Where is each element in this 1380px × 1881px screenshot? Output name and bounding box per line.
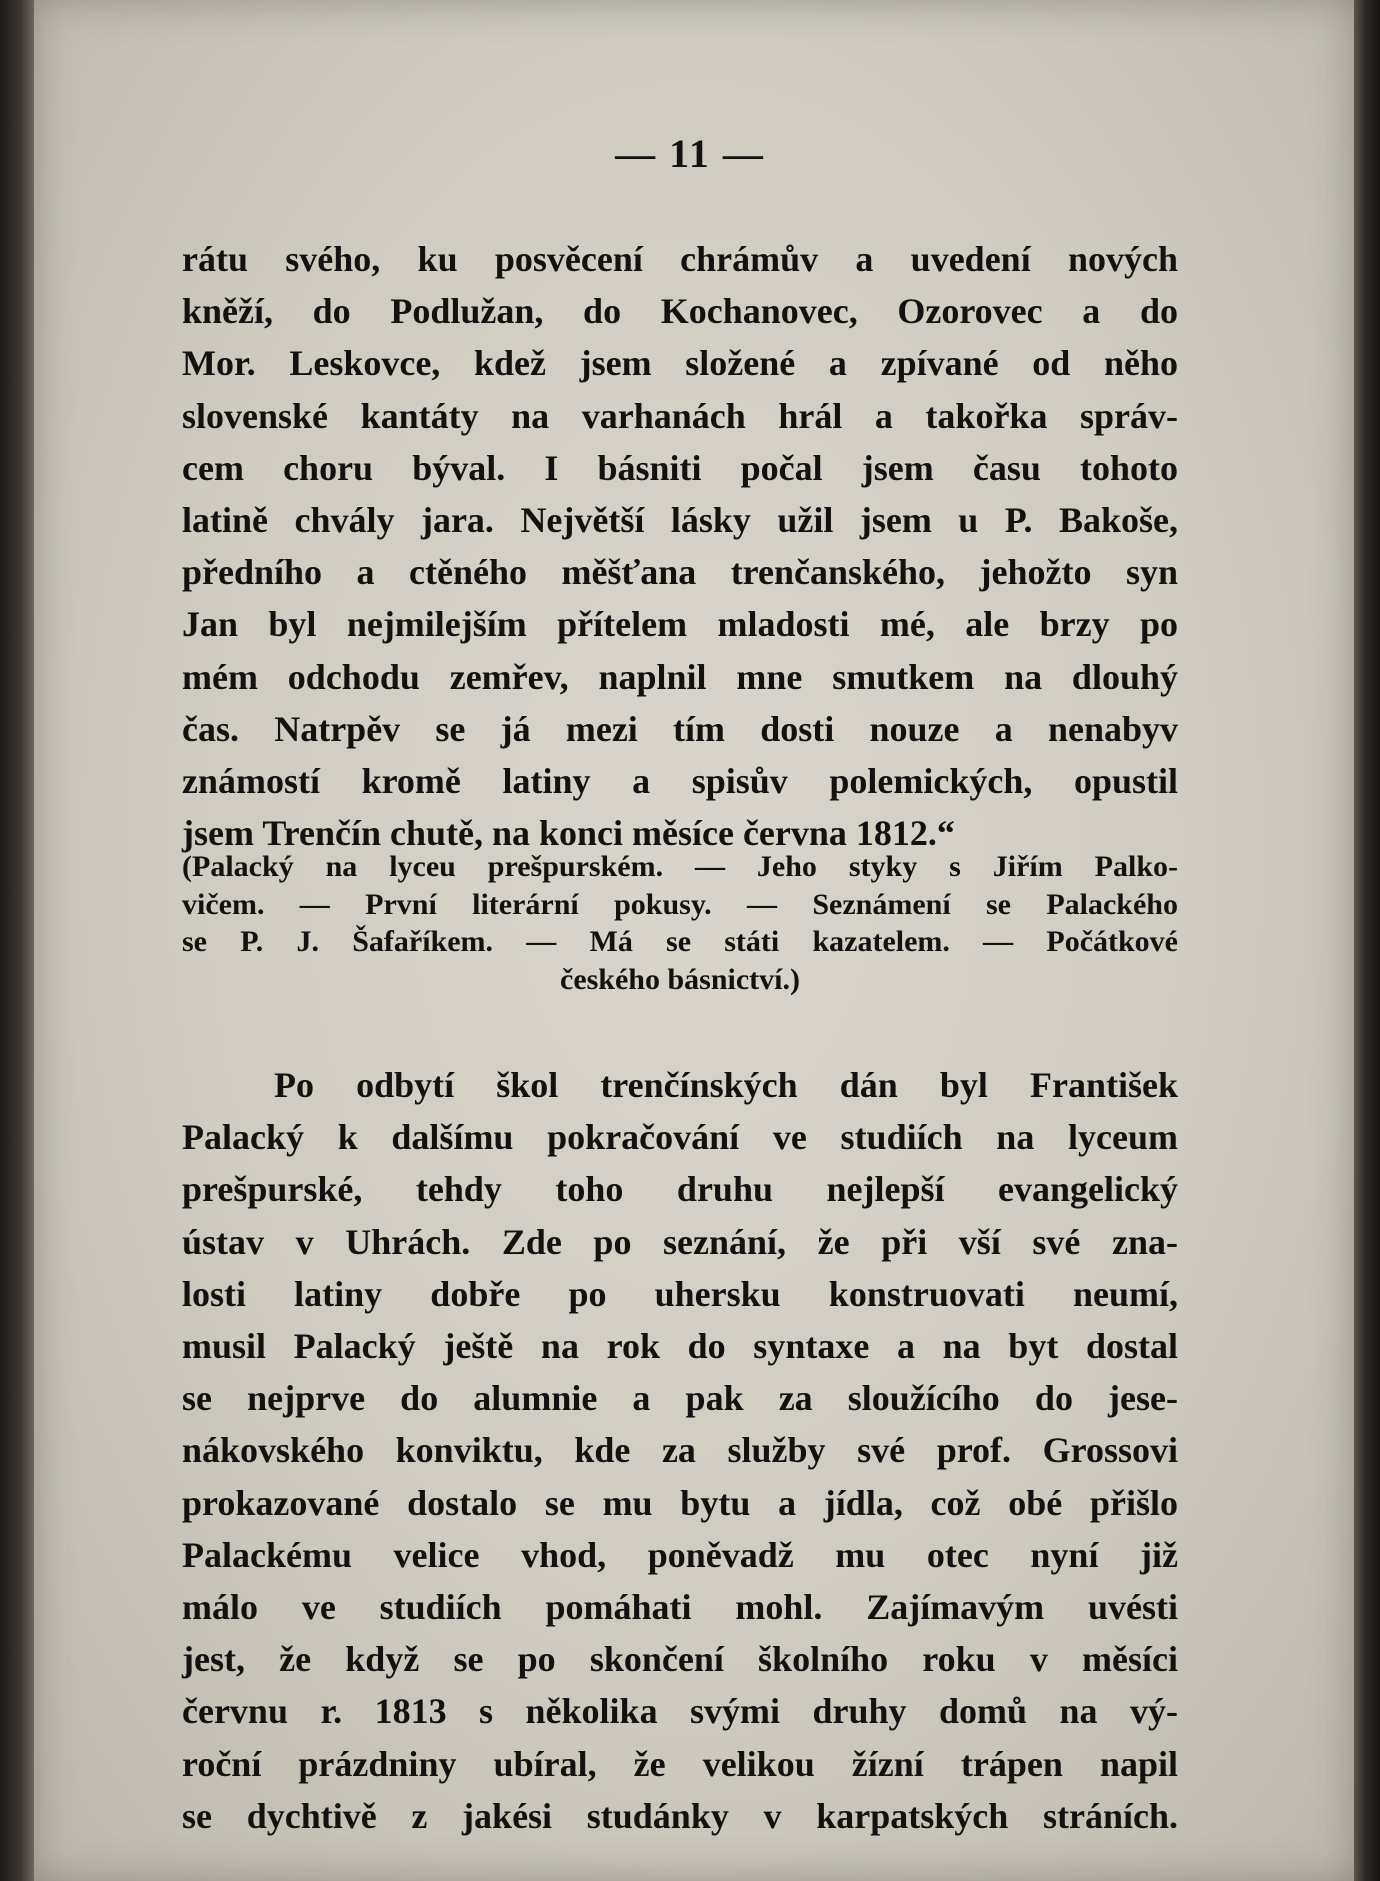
text-line: jest, že když se po skončení školního roku v měsíci [182,1639,1178,1680]
text-line: ústav v Uhrách. Zde po seznání, že při vší své zna- [182,1221,1178,1262]
text-line: losti latiny dobře po uhersku konstruovati neumí, [182,1273,1178,1314]
summary-line: českého básnictví.) [560,962,800,996]
text-line: Palackému velice vhod, poněvadž mu otec nyní již [182,1534,1178,1575]
text-line: se dychtivě z jakési studánky v karpatských stráních. [182,1795,1178,1836]
text-line: málo ve studiích pomáhati mohl. Zajímavým uvésti [182,1587,1178,1628]
text-line: cem choru býval. I básniti počal jsem času tohoto [182,447,1178,488]
text-line: Palacký k dalšímu pokračování ve studiích na lyceum [182,1117,1178,1158]
text-line: rátu svého, ku posvěcení chrámův a uvedení nových [182,239,1178,279]
text-line: latině chvály jara. Největší lásky užil jsem u P. Bakoše, [182,500,1178,541]
text-line: jsem Trenčín chutě, na konci měsíce června 1812.“ [182,813,955,854]
chapter-summary [182,848,1178,998]
text-line: roční prázdniny ubíral, že velikou žízní trápen napil [182,1743,1178,1784]
summary-line: se P. J. Šafaříkem. — Má se státi kazatelem. — Počátkové [182,925,1178,958]
text-line: prokazované dostalo se mu bytu a jídla, což obé přišlo [182,1482,1178,1523]
text-line: se nejprve do alumnie a pak za sloužícího do jese- [182,1378,1178,1419]
text-line: známostí kromě latiny a spisův polemických, opustil [182,761,1178,802]
book-spine-shadow [0,0,34,1881]
page-number: — 11 — [615,131,765,176]
text-line: slovenské kantáty na varhanách hrál a takořka správ- [182,395,1178,436]
text-line: kněží, do Podlužan, do Kochanovec, Ozorovec a do [182,291,1178,332]
summary-line: (Palacký na lyceu prešpurském. — Jeho styky s Jiřím Palko- [182,850,1178,883]
text-line: Po odbytí škol trenčínských dán byl František [274,1065,1178,1105]
text-line: nákovského konviktu, kde za služby své prof. Grossovi [182,1430,1178,1471]
text-line: prešpurské, tehdy toho druhu nejlepší evangelický [182,1169,1178,1210]
paragraph-continued [182,233,1178,859]
text-line: musil Palacký ještě na rok do syntaxe a na byt dostal [182,1326,1178,1367]
text-line: Mor. Leskovce, kdež jsem složené a zpívané od něho [182,343,1178,384]
paragraph-main [182,1059,1178,1842]
summary-line: vičem. — První literární pokusy. — Seznámení se Palackého [182,887,1178,921]
text-line: předního a ctěného měšťana trenčanského, jehožto syn [182,552,1178,593]
page-edge-shadow [1354,0,1380,1881]
text-line: mém odchodu zemřev, naplnil mne smutkem na dlouhý [182,656,1178,697]
text-line: červnu r. 1813 s několika svými druhy domů na vý- [182,1691,1178,1732]
text-line: čas. Natrpěv se já mezi tím dosti nouze a nenabyv [182,708,1178,749]
text-line: Jan byl nejmilejším přítelem mladosti mé, ale brzy po [182,604,1178,645]
